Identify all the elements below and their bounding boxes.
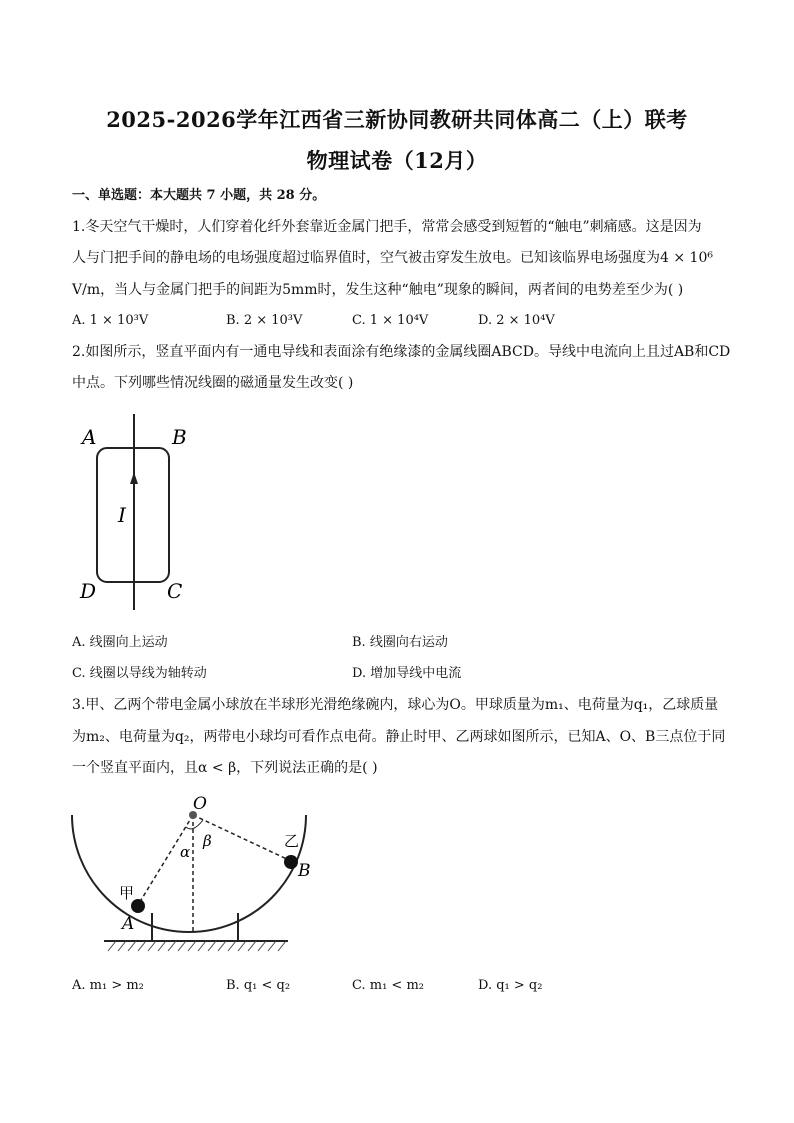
question-3-line-1: 3.甲、乙两个带电金属小球放在半球形光滑绝缘碗内，球心为O。甲球质量为m₁、电荷量为q₁，乙球质量 xyxy=(72,697,719,713)
label-alpha: α xyxy=(180,843,191,861)
document-subtitle: 物理试卷（12月） xyxy=(306,148,488,173)
label-beta: β xyxy=(203,832,212,850)
label-i: I xyxy=(118,503,126,527)
question-1-option-a: A. 1 × 10³V xyxy=(72,313,149,328)
question-3-line-3: 一个竖直平面内，且α < β，下列说法正确的是( ) xyxy=(72,760,378,776)
label-b: B xyxy=(172,425,187,449)
question-2-option-d: D. 增加导线中电流 xyxy=(352,666,462,681)
question-2-line-1: 2.如图所示，竖直平面内有一通电导线和表面涂有绝缘漆的金属线圈ABCD。导线中电流向上且过AB和CD xyxy=(72,344,731,360)
ball-yi xyxy=(284,855,298,869)
section-heading: 一、单选题：本大题共 7 小题，共 28 分。 xyxy=(72,188,326,203)
document-title: 2025-2026学年江西省三新协同教研共同体高二（上）联考 xyxy=(106,107,688,132)
label-o: O xyxy=(193,794,207,814)
label-yi: 乙 xyxy=(284,832,300,850)
label-d: D xyxy=(80,579,97,603)
question-1-line-3: V/m，当人与金属门把手的间距为5mm时，发生这种“触电”现象的瞬间，两者间的电势差至少为( ) xyxy=(72,282,684,298)
label-b: B xyxy=(298,861,311,881)
question-1-option-d: D. 2 × 10⁴V xyxy=(478,313,555,328)
question-3-line-2: 为m₂、电荷量为q₂，两带电小球均可看作点电荷。静止时甲、乙两球如图所示，已知A、O、B三点位于同 xyxy=(72,729,726,745)
question-3-option-d: D. q₁ > q₂ xyxy=(478,978,543,993)
bowl-arc xyxy=(72,815,306,932)
label-a: A xyxy=(122,914,135,934)
bowl-figure xyxy=(72,793,311,963)
question-1-option-b: B. 2 × 10³V xyxy=(226,313,303,328)
question-3-option-c: C. m₁ < m₂ xyxy=(352,978,424,993)
question-3-option-b: B. q₁ < q₂ xyxy=(226,978,291,993)
question-3-option-a: A. m₁ > m₂ xyxy=(72,978,144,993)
question-2-option-a: A. 线圈向上运动 xyxy=(72,635,168,650)
coil-wire-figure xyxy=(72,412,202,617)
question-1-line-2: 人与门把手间的静电场的电场强度超过临界值时，空气被击穿发生放电。已知该临界电场强度为4 × 10⁶ xyxy=(72,250,713,266)
question-2-option-c: C. 线圈以导线为轴转动 xyxy=(72,666,207,681)
label-jia: 甲 xyxy=(119,884,135,902)
question-2-line-2: 中点。下列哪些情况线圈的磁通量发生改变( ) xyxy=(72,375,354,391)
label-a: A xyxy=(82,425,97,449)
current-arrow-icon xyxy=(130,472,138,484)
label-c: C xyxy=(167,579,183,603)
question-1-option-c: C. 1 × 10⁴V xyxy=(352,313,429,328)
ground-hatch xyxy=(108,941,286,951)
question-1-line-1: 1.冬天空气干燥时，人们穿着化纤外套靠近金属门把手，常常会感受到短暂的“触电”刺痛感。这是因为 xyxy=(72,219,702,235)
question-2-option-b: B. 线圈向右运动 xyxy=(352,635,448,650)
